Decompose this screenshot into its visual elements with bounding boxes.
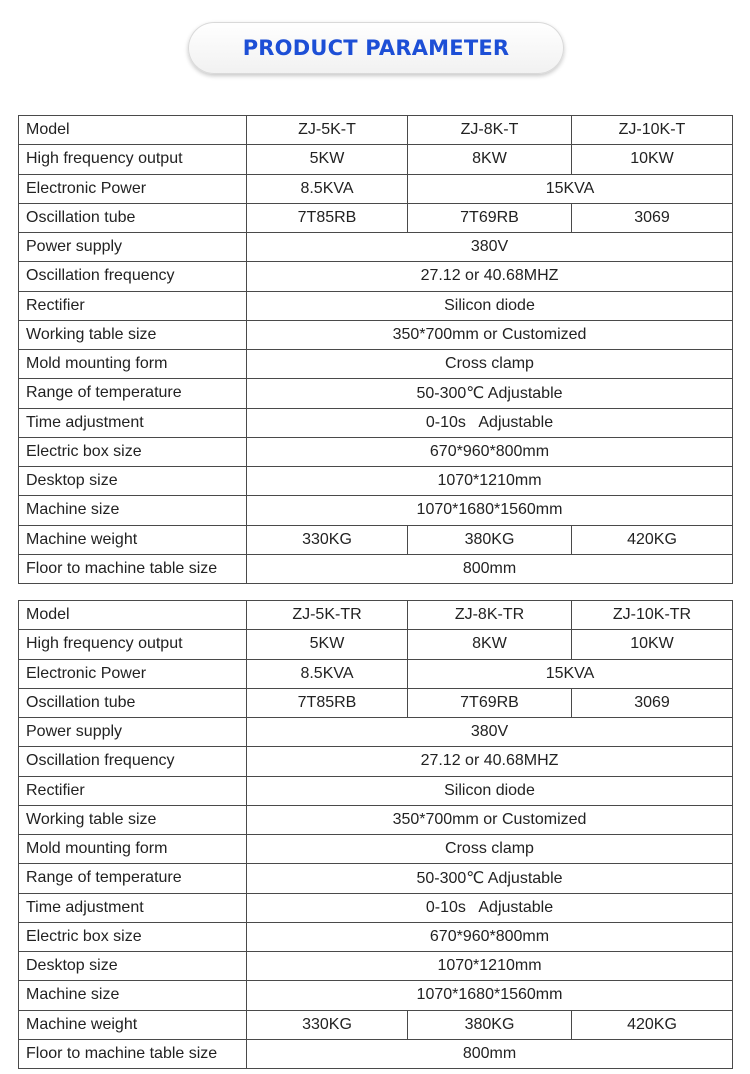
- title-banner: [188, 22, 564, 74]
- table-row: [19, 408, 733, 437]
- table-row: [19, 203, 733, 232]
- row-label: Range of temperature: [19, 379, 247, 408]
- table-cell: 350*700mm or Customized: [247, 320, 733, 349]
- row-label: Working table size: [19, 320, 247, 349]
- table-cell: 10KW: [572, 630, 733, 659]
- table-cell: 15KVA: [408, 174, 733, 203]
- row-label: Rectifier: [19, 776, 247, 805]
- table-row: [19, 718, 733, 747]
- row-label: Electric box size: [19, 437, 247, 466]
- row-label: Machine size: [19, 981, 247, 1010]
- model-name: ZJ-10K-T: [572, 116, 733, 145]
- table-cell: 3069: [572, 203, 733, 232]
- row-label: Mold mounting form: [19, 835, 247, 864]
- table-cell: 350*700mm or Customized: [247, 805, 733, 834]
- table-row: [19, 835, 733, 864]
- row-label: Machine weight: [19, 525, 247, 554]
- table-row: [19, 688, 733, 717]
- row-label: Desktop size: [19, 952, 247, 981]
- row-label: Working table size: [19, 805, 247, 834]
- table-cell: 8.5KVA: [247, 659, 408, 688]
- table-row: [19, 747, 733, 776]
- table-cell: 800mm: [247, 1039, 733, 1068]
- table-cell: 420KG: [572, 1010, 733, 1039]
- table-row: [19, 630, 733, 659]
- table-cell: 7T85RB: [247, 203, 408, 232]
- table-cell: 7T69RB: [408, 203, 572, 232]
- row-label: Mold mounting form: [19, 350, 247, 379]
- table-cell: Cross clamp: [247, 835, 733, 864]
- table-cell: 1070*1680*1560mm: [247, 496, 733, 525]
- table-cell: 8KW: [408, 630, 572, 659]
- table-cell: 5KW: [247, 145, 408, 174]
- row-label: Electric box size: [19, 922, 247, 951]
- table-row: [19, 805, 733, 834]
- row-label: Model: [19, 601, 247, 630]
- table-row: [19, 525, 733, 554]
- table-cell: 1070*1210mm: [247, 467, 733, 496]
- row-label: Desktop size: [19, 467, 247, 496]
- table-cell: 380V: [247, 718, 733, 747]
- row-label: High frequency output: [19, 145, 247, 174]
- table-cell: 670*960*800mm: [247, 922, 733, 951]
- table-row: [19, 864, 733, 893]
- table-row: [19, 554, 733, 583]
- model-name: ZJ-5K-T: [247, 116, 408, 145]
- row-label: Electronic Power: [19, 174, 247, 203]
- model-name: ZJ-5K-TR: [247, 601, 408, 630]
- row-label: High frequency output: [19, 630, 247, 659]
- table-cell: 8.5KVA: [247, 174, 408, 203]
- table-row: [19, 262, 733, 291]
- table-cell: 800mm: [247, 554, 733, 583]
- table-row: [19, 350, 733, 379]
- model-name: ZJ-10K-TR: [572, 601, 733, 630]
- row-label: Range of temperature: [19, 864, 247, 893]
- table-cell: Silicon diode: [247, 776, 733, 805]
- table-row: [19, 291, 733, 320]
- table-row: [19, 467, 733, 496]
- table-cell: 670*960*800mm: [247, 437, 733, 466]
- table-row: [19, 893, 733, 922]
- row-label: Time adjustment: [19, 408, 247, 437]
- table-row: [19, 1039, 733, 1068]
- row-label: Power supply: [19, 233, 247, 262]
- table-cell: 380V: [247, 233, 733, 262]
- table-row: [19, 496, 733, 525]
- table-cell: 15KVA: [408, 659, 733, 688]
- row-label: Model: [19, 116, 247, 145]
- table-cell: 10KW: [572, 145, 733, 174]
- table-cell: 5KW: [247, 630, 408, 659]
- table-row: [19, 952, 733, 981]
- table-row: [19, 379, 733, 408]
- table-cell: 330KG: [247, 525, 408, 554]
- table-row: [19, 601, 733, 630]
- spec-table-tr: [18, 600, 733, 1069]
- table-cell: 420KG: [572, 525, 733, 554]
- table-cell: 0-10s Adjustable: [247, 408, 733, 437]
- table-row: [19, 320, 733, 349]
- table-cell: 7T85RB: [247, 688, 408, 717]
- table-row: [19, 145, 733, 174]
- table-row: [19, 437, 733, 466]
- table-cell: 330KG: [247, 1010, 408, 1039]
- table-cell: Cross clamp: [247, 350, 733, 379]
- table-cell: 50-300℃ Adjustable: [247, 864, 733, 893]
- table-cell: 3069: [572, 688, 733, 717]
- table-row: [19, 922, 733, 951]
- model-name: ZJ-8K-TR: [408, 601, 572, 630]
- row-label: Oscillation frequency: [19, 262, 247, 291]
- table-row: [19, 174, 733, 203]
- row-label: Floor to machine table size: [19, 554, 247, 583]
- table-cell: 50-300℃ Adjustable: [247, 379, 733, 408]
- table-cell: 380KG: [408, 1010, 572, 1039]
- table-cell: 7T69RB: [408, 688, 572, 717]
- table-cell: 1070*1680*1560mm: [247, 981, 733, 1010]
- row-label: Oscillation tube: [19, 203, 247, 232]
- table-row: [19, 659, 733, 688]
- model-name: ZJ-8K-T: [408, 116, 572, 145]
- table-row: [19, 1010, 733, 1039]
- table-cell: 27.12 or 40.68MHZ: [247, 262, 733, 291]
- row-label: Floor to machine table size: [19, 1039, 247, 1068]
- row-label: Machine size: [19, 496, 247, 525]
- row-label: Power supply: [19, 718, 247, 747]
- table-cell: Silicon diode: [247, 291, 733, 320]
- table-row: [19, 233, 733, 262]
- row-label: Oscillation frequency: [19, 747, 247, 776]
- row-label: Oscillation tube: [19, 688, 247, 717]
- table-cell: 8KW: [408, 145, 572, 174]
- row-label: Time adjustment: [19, 893, 247, 922]
- spec-table-t: [18, 115, 733, 584]
- table-cell: 1070*1210mm: [247, 952, 733, 981]
- table-cell: 27.12 or 40.68MHZ: [247, 747, 733, 776]
- row-label: Rectifier: [19, 291, 247, 320]
- row-label: Electronic Power: [19, 659, 247, 688]
- page-title: PRODUCT PARAMETER: [242, 36, 510, 60]
- table-cell: 0-10s Adjustable: [247, 893, 733, 922]
- table-row: [19, 116, 733, 145]
- table-cell: 380KG: [408, 525, 572, 554]
- table-row: [19, 981, 733, 1010]
- table-row: [19, 776, 733, 805]
- row-label: Machine weight: [19, 1010, 247, 1039]
